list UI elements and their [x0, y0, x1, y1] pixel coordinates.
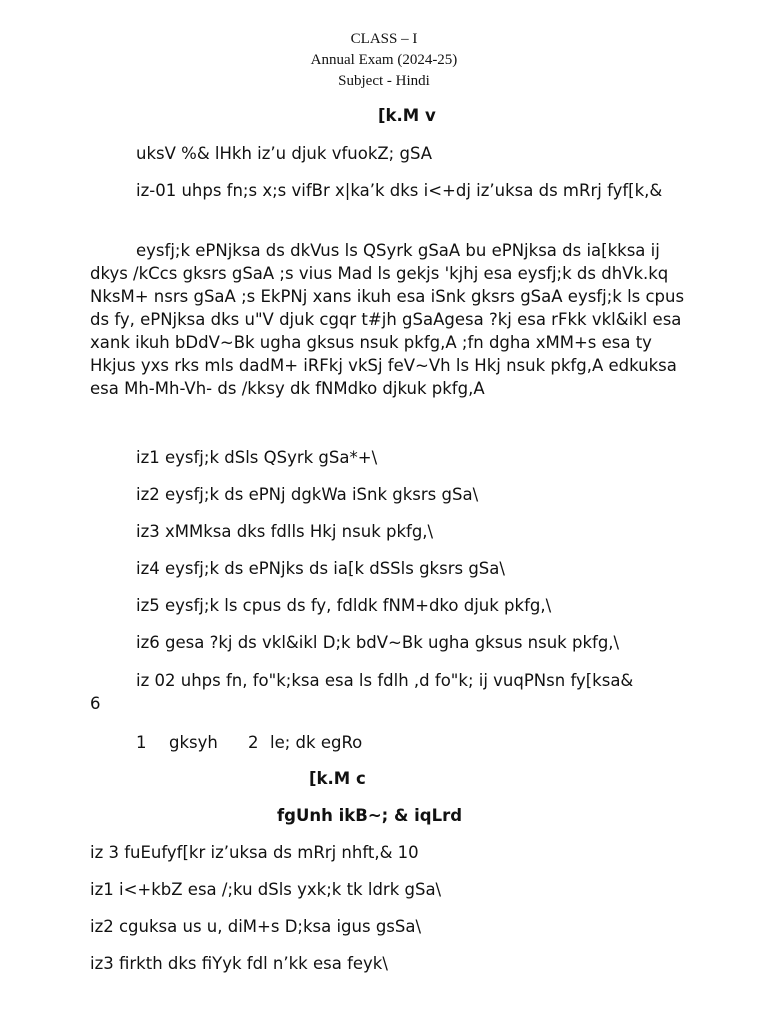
question: iz1 eysfj;k dSls QSyrk gSa*+\	[136, 448, 378, 467]
class-line: CLASS – I	[350, 31, 418, 47]
question: iz2 cguksa us u, diM+s D;ksa igus gsSa\	[90, 917, 422, 936]
q3-instruction: iz 3 fuEufyf[kr iz’uksa ds mRrj nhft,& 10	[90, 843, 419, 862]
question: iz5 eysfj;k ls cpus ds fy, fdldk fNM+dko djuk pkfg,\	[136, 596, 552, 615]
section-a-title: [k.M v	[378, 106, 436, 125]
exam-line: Annual Exam (2024-25)	[310, 52, 458, 68]
question: iz2 eysfj;k ds ePNj dgkWa iSnk gksrs gSa\	[136, 485, 479, 504]
section-b-title: [k.M c	[309, 769, 366, 788]
subject-line: Subject - Hindi	[338, 73, 430, 89]
question: iz3 xMMksa dks fdlls Hkj nsuk pkfg,\	[136, 522, 434, 541]
general-instruction: uksV %& lHkh iz’u djuk vfuokZ; gSA	[136, 144, 433, 163]
question: iz6 gesa ?kj ds vkl&ikl D;k bdV~Bk ugha gksus nsuk pkfg,\	[136, 633, 620, 652]
question: iz4 eysfj;k ds ePNjks ds ia[k dSSls gksrs gSa\	[136, 559, 505, 578]
option-text: gksyh	[169, 733, 218, 752]
question: iz3 firkth dks fiYyk fdl n’kk esa feyk\	[90, 954, 388, 973]
question: iz1 i<+kbZ esa /;ku dSls yxk;k tk ldrk gSa\	[90, 880, 442, 899]
option-number: 1	[136, 733, 147, 752]
option-text: le; dk egRo	[270, 733, 363, 752]
passage: eysfj;k ePNjksa ds dkVus ls QSyrk gSaA bu ePNjksa ds ia[kksa ij dkys /kCcs gksrs gSaA ;s vius Mad ls gekjs 'kjhj esa eysfj;k ds dhVk.kq NksM+ nsrs gSaA ;s EkPNj xans ikuh esa iSnk gksrs gSaA eysfj;k ls cpus ds fy, ePNjksa dks u"V djuk cgqr t#jh gSaAgesa ?kj esa rFkk vkl&ikl esa xank ikuh bDdV~Bk ugha gksus nsuk pkfg,A ;fn dgha xMM+s esa ty Hkjus yxs rks mls dadM+ iRFkj vkSj feV~Vh ls Hkj nsuk pkfg,A edkuksa esa Mh-Mh-Vh- ds /kksy dk fNMdko djkuk pkfg,A	[90, 241, 685, 398]
section-b-subtitle: fgUnh ikB~; & iqLrd	[277, 806, 463, 825]
q2-instruction: iz 02 uhps fn, fo"k;ksa esa ls fdlh ,d fo"k; ij vuqPNsn fy[ksa&	[136, 671, 634, 690]
option-number: 2	[248, 733, 259, 752]
q2-marks: 6	[90, 694, 101, 713]
q1-instruction: iz-01 uhps fn;s x;s vifBr x|ka’k dks i<+dj iz’uksa ds mRrj fyf[k,&	[136, 181, 663, 200]
